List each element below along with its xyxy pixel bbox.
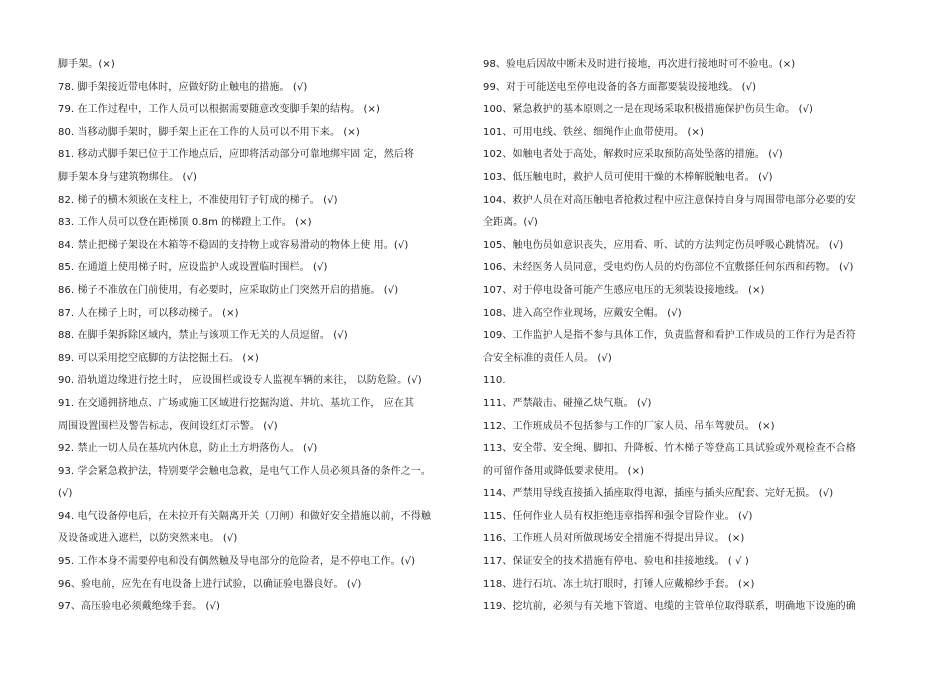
text-line: 80. 当移动脚手架时，脚手架上正在工作的人员可以不用下来。 (×)	[58, 126, 360, 138]
text-line: 91. 在交通拥挤地点、广场或施工区域进行挖掘沟道、井坑、基坑工作， 应在其	[58, 397, 415, 409]
text-line: 81. 移动式脚手架已位于工作地点后，应即将活动部分可靠地绑牢固 定，然后将	[58, 149, 415, 161]
text-line: 脚手架。(×)	[58, 59, 115, 70]
text-line: 119、挖坑前，必须与有关地下管道、电缆的主管单位取得联系，明确地下设施的确	[483, 601, 856, 613]
text-line: 107、对于停电设备可能产生感应电压的无须装设接地线。 (×)	[483, 284, 765, 296]
text-line: 100、紧急救护的基本原则之一是在现场采取积极措施保护伤员生命。 (√)	[483, 104, 814, 116]
left-column	[58, 54, 466, 619]
text-line: 96、验电前，应先在有电设备上进行试验，以确证验电器良好。 (√)	[58, 578, 362, 590]
text-line: 89. 可以采用挖空底脚的方法挖掘土石。 (×)	[58, 352, 259, 364]
text-line: 111、严禁敲击、碰撞乙炔气瓶。 (√)	[483, 397, 652, 409]
text-line: 90. 沿轨道边缘进行挖土时， 应设围栏或设专人监视车辆的来往， 以防危险。(√)	[58, 375, 422, 387]
text-line: 105、触电伤员如意识丧失，应用看、听、试的方法判定伤员呼吸心跳情况。 (√)	[483, 239, 844, 251]
text-line: 113、安全带、安全绳、脚扣、升降板、竹木梯子等登高工具试验或外观检查不合格	[483, 443, 856, 455]
text-line: 95. 工作本身不需要停电和没有偶然触及导电部分的危险者，是不停电工作。(√)	[58, 556, 416, 568]
text-line: 脚手架本身与建筑物绑住。 (√)	[58, 171, 197, 183]
text-line: 87. 人在梯子上时，可以移动梯子。 (×)	[58, 307, 239, 319]
text-line: 116、工作班人员对所做现场安全措施不得提出异议。 (×)	[483, 533, 745, 545]
text-line: 85. 在通道上使用梯子时，应设监护人或设置临时围栏。 (√)	[58, 262, 328, 274]
text-line: 103、低压触电时，救护人员可使用干燥的木棒解脱触电者。 (√)	[483, 171, 773, 183]
text-line: 94. 电气设备停电后，在未拉开有关隔离开关（刀闸）和做好安全措施以前，不得触	[58, 510, 431, 522]
text-line: 93. 学会紧急救护法，特别要学会触电急救，是电气工作人员必须具备的条件之一。	[58, 465, 431, 477]
text-line: 110.	[483, 375, 506, 387]
text-line: 79. 在工作过程中，工作人员可以根据需要随意改变脚手架的结构。 (×)	[58, 104, 381, 116]
text-line: 117、保证安全的技术措施有停电、验电和挂接地线。 ( √ )	[483, 556, 749, 568]
text-line: 84. 禁止把梯子架设在木箱等不稳固的支持物上或容易滑动的物体上使 用。(√)	[58, 239, 409, 251]
text-line: 83. 工作人员可以登在距梯顶 0.8m 的梯蹬上工作。 (×)	[58, 217, 312, 229]
text-line: (√)	[58, 488, 73, 500]
text-line: 104、救护人员在对高压触电者抢救过程中应注意保持自身与周围带电部分必要的安	[483, 194, 856, 206]
text-line: 88. 在脚手架拆除区域内，禁止与该项工作无关的人员逗留。 (√)	[58, 330, 348, 342]
text-line: 合安全标准的责任人员。 (√)	[483, 352, 612, 364]
text-line: 及设备或进入遮栏，以防突然来电。 (√)	[58, 533, 238, 545]
right-column	[483, 54, 893, 619]
text-line: 112、工作班成员不包括参与工作的厂家人员、吊车驾驶员。 (×)	[483, 420, 775, 432]
text-line: 101、可用电线、铁丝、细绳作止血带使用。 (×)	[483, 126, 704, 138]
text-line: 118、进行石坑、冻土坑打眼时，打锤人应戴棉纱手套。 (×)	[483, 578, 755, 590]
text-line: 82. 梯子的横木须嵌在支柱上，不准使用钉子钉成的梯子。 (√)	[58, 194, 338, 206]
text-line: 109、工作监护人是指不参与具体工作，负责监督和看护工作成员的工作行为是否符	[483, 330, 856, 342]
text-line: 98、验电后因故中断未及时进行接地，再次进行接地时可不验电。(×)	[483, 59, 796, 70]
text-line: 97、高压验电必须戴绝缘手套。 (√)	[58, 601, 220, 613]
text-line: 114、严禁用导线直接插入插座取得电源，插座与插头应配套、完好无损。 (√)	[483, 488, 834, 500]
text-line: 99、对于可能送电至停电设备的各方面都要装设接地线。 (√)	[483, 81, 757, 93]
text-line: 92. 禁止一切人员在基坑内休息，防止土方坍落伤人。 (√)	[58, 443, 318, 455]
text-line: 78. 脚手架接近带电体时，应做好防止触电的措施。 (√)	[58, 81, 308, 93]
text-line: 86. 梯子不准放在门前使用，有必要时，应采取防止门突然开启的措施。 (√)	[58, 284, 399, 296]
text-line: 的可留作备用或降低要求使用。 (×)	[483, 465, 645, 477]
text-line: 115、任何作业人员有权拒绝违章指挥和强令冒险作业。 (√)	[483, 510, 753, 522]
text-line: 102、如触电者处于高处，解救时应采取预防高处坠落的措施。 (√)	[483, 149, 783, 161]
text-line: 108、进入高空作业现场，应戴安全帽。 (√)	[483, 307, 682, 319]
text-line: 全距离。(√)	[483, 217, 538, 229]
text-line: 周围设置围栏及警告标志，夜间设红灯示警。 (√)	[58, 420, 278, 432]
text-line: 106、未经医务人员同意，受电灼伤人员的灼伤部位不宜敷搽任何东西和药物。 (√)	[483, 262, 854, 274]
